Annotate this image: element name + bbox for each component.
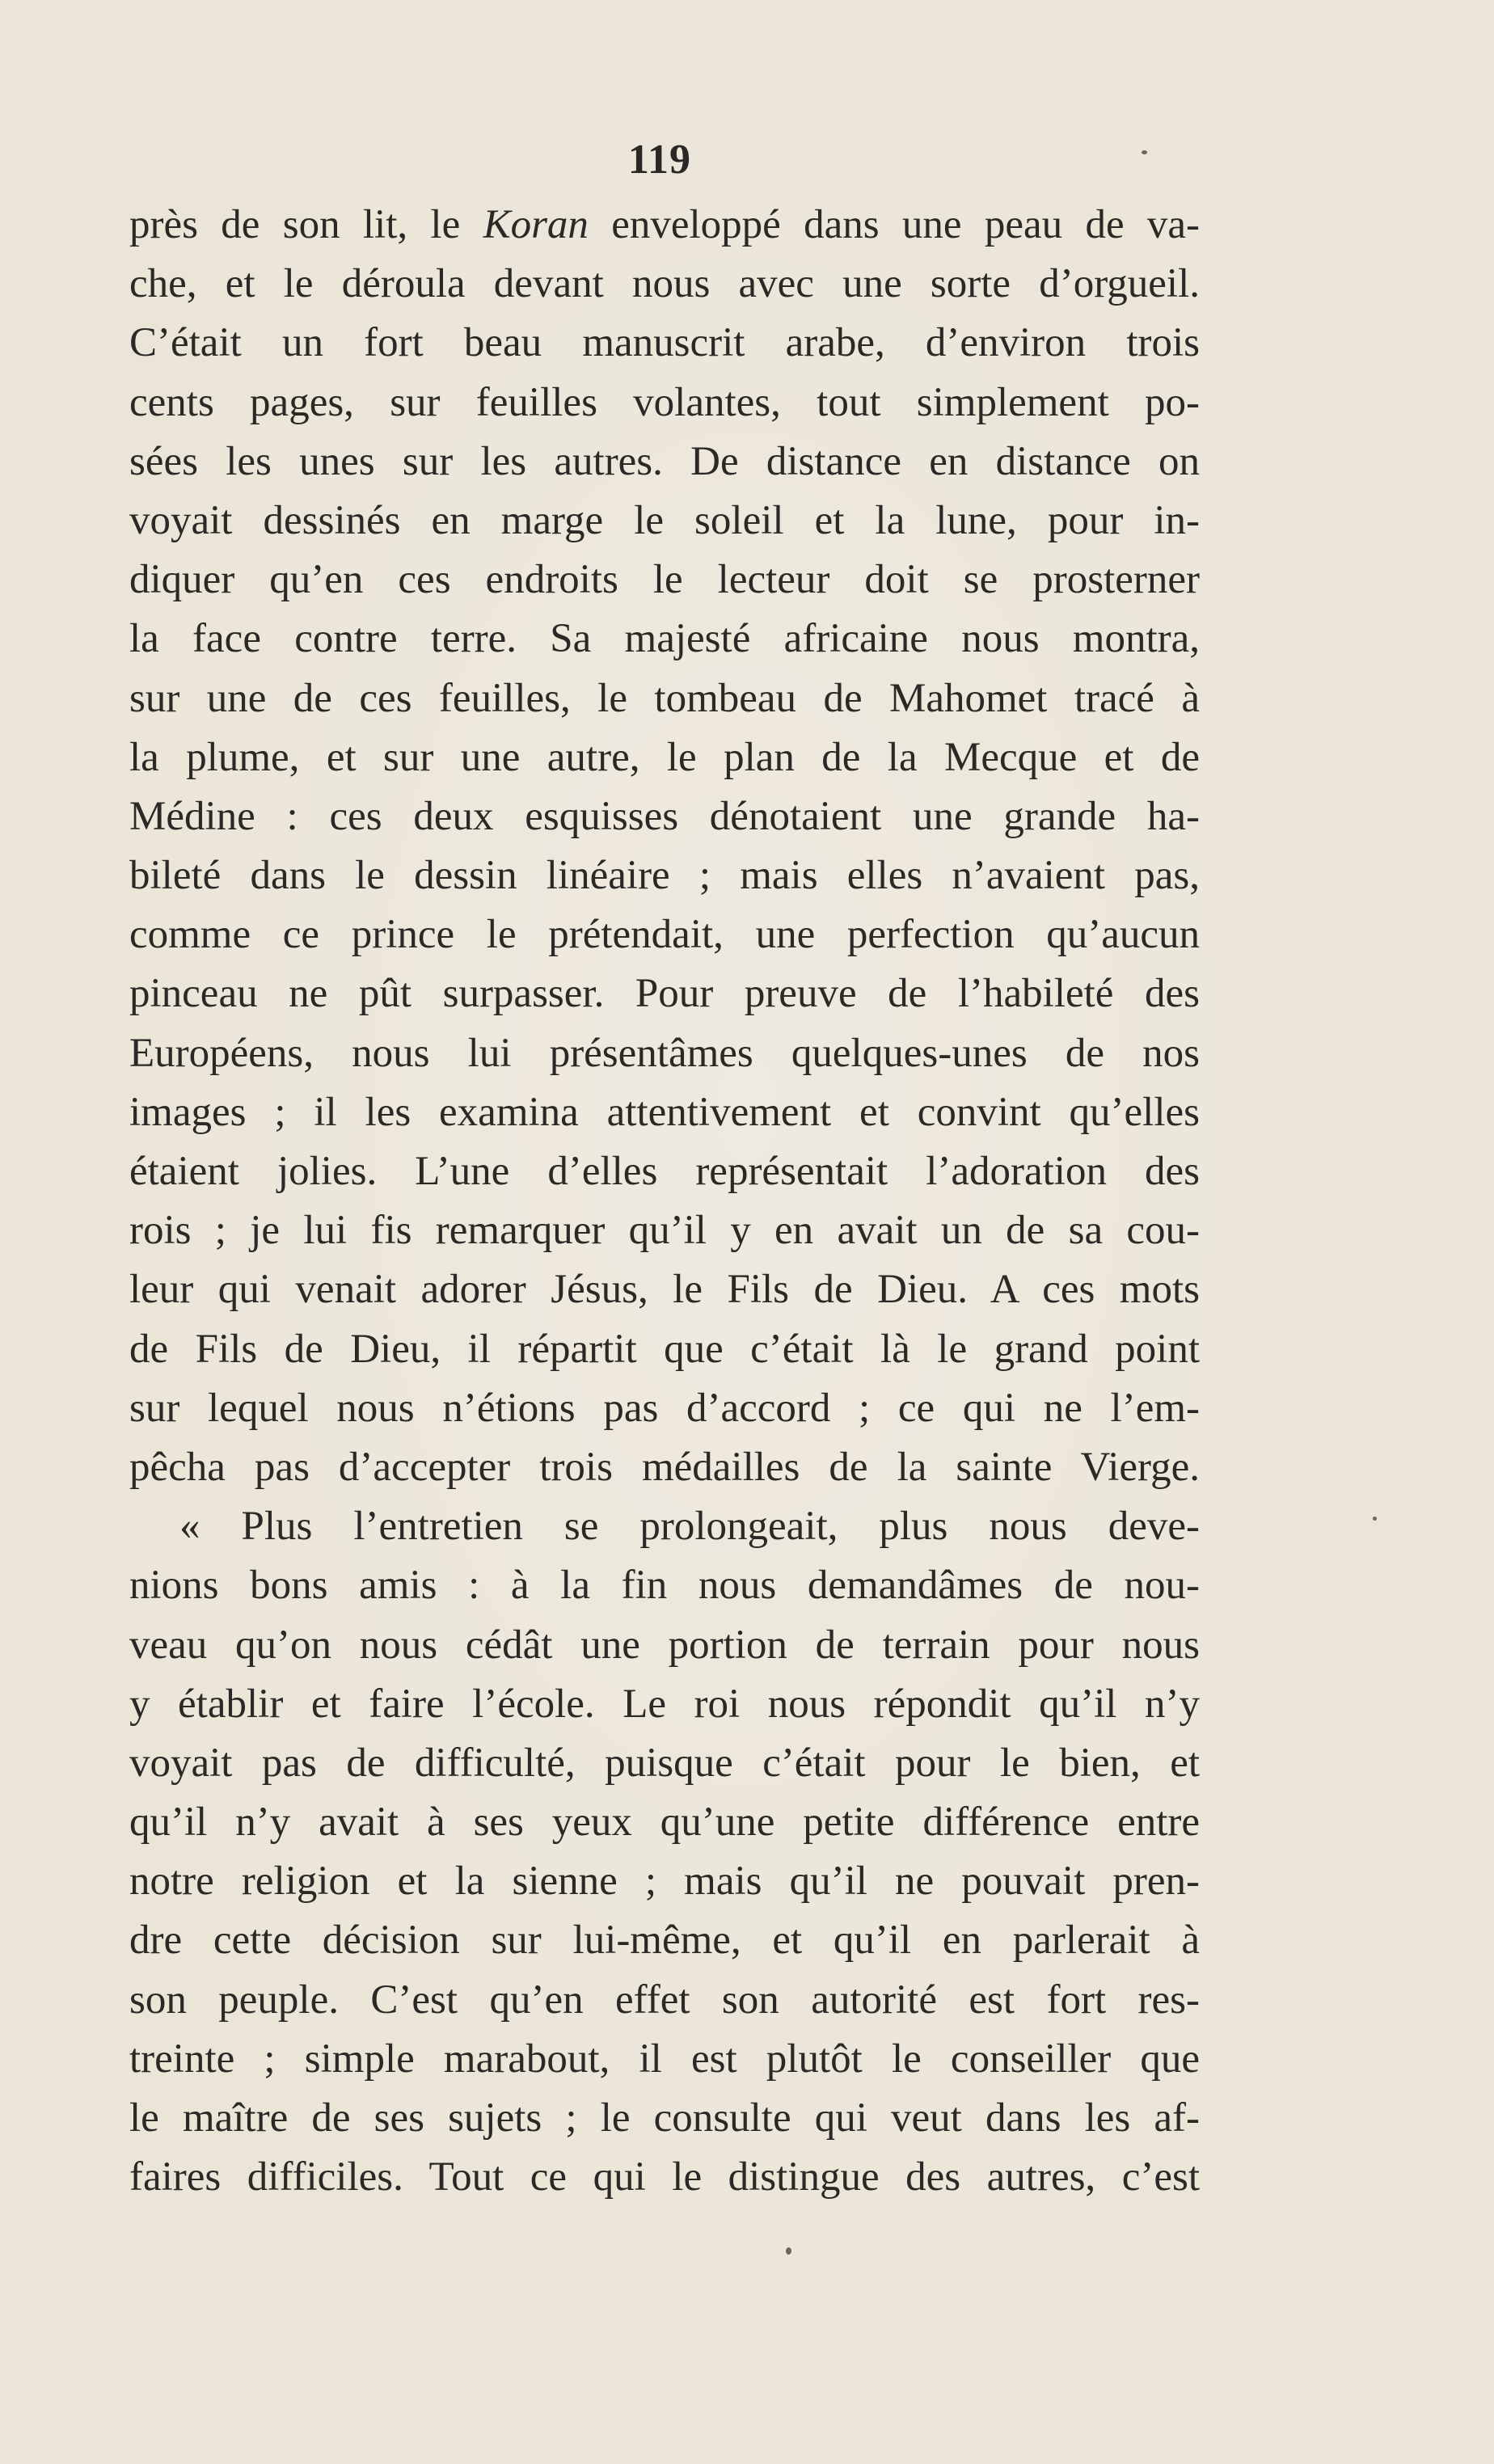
text-line: qu’il n’y avait à ses yeux qu’une petite différence entre <box>129 1799 1200 1846</box>
page-number: 119 <box>627 137 692 183</box>
text-line: sur lequel nous n’étions pas d’accord ; ce qui ne l’em- <box>129 1385 1200 1431</box>
text-line: de Fils de Dieu, il répartit que c’était là le grand point <box>129 1326 1200 1372</box>
ink-speck <box>1142 150 1147 154</box>
text-line: veau qu’on nous cédât une portion de terrain pour nous <box>129 1622 1200 1668</box>
text-line: images ; il les examina attentivement et convint qu’elles <box>129 1089 1200 1135</box>
text-line: C’était un fort beau manuscrit arabe, d’environ trois <box>129 320 1200 366</box>
text-line: le maître de ses sujets ; le consulte qui veut dans les af- <box>129 2095 1200 2141</box>
text-line: treinte ; simple marabout, il est plutôt le conseiller que <box>129 2036 1200 2082</box>
text-line: notre religion et la sienne ; mais qu’il ne pouvait pren- <box>129 1859 1200 1905</box>
body-text <box>129 196 1200 2207</box>
italic-word: Koran <box>483 202 589 247</box>
text-line: diquer qu’en ces endroits le lecteur doit se prosterner <box>129 557 1200 603</box>
text-line: son peuple. C’est qu’en effet son autorité est fort res- <box>129 1977 1200 2023</box>
text-line: bileté dans le dessin linéaire ; mais elles n’avaient pas, <box>129 853 1200 899</box>
ink-speck <box>786 2247 791 2255</box>
text-line: nions bons amis : à la fin nous demandâmes de nou- <box>129 1563 1200 1609</box>
text-line: faires difficiles. Tout ce qui le distingue des autres, c’est <box>129 2154 1200 2200</box>
text-line: sées les unes sur les autres. De distance en distance on <box>129 438 1200 484</box>
ink-speck <box>1373 1517 1377 1521</box>
text-line: pêcha pas d’accepter trois médailles de la sainte Vierge. <box>129 1444 1200 1490</box>
text-line: che, et le déroula devant nous avec une sorte d’orgueil. <box>129 261 1200 307</box>
text-line: la face contre terre. Sa majesté africaine nous montra, <box>129 616 1200 662</box>
text-line: sur une de ces feuilles, le tombeau de Mahomet tracé à <box>129 675 1200 721</box>
text-line: près de son lit, le Koran enveloppé dans une peau de va- <box>129 202 1201 247</box>
text-line: pinceau ne pût surpasser. Pour preuve de l’habileté des <box>129 971 1200 1017</box>
text-line: Médine : ces deux esquisses dénotaient une grande ha- <box>129 793 1200 839</box>
text-line: voyait dessinés en marge le soleil et la lune, pour in- <box>129 497 1200 543</box>
text-line: y établir et faire l’école. Le roi nous répondit qu’il n’y <box>129 1681 1200 1727</box>
text-line: rois ; je lui fis remarquer qu’il y en avait un de sa cou- <box>129 1208 1200 1254</box>
text-line: voyait pas de difficulté, puisque c’était pour le bien, et <box>129 1740 1200 1786</box>
text-line: leur qui venait adorer Jésus, le Fils de Dieu. A ces mots <box>129 1267 1200 1313</box>
text-line: comme ce prince le prétendait, une perfection qu’aucun <box>129 912 1200 958</box>
text-line: étaient jolies. L’une d’elles représentait l’adoration des <box>129 1149 1200 1194</box>
text-line: « Plus l’entretien se prolongeait, plus nous deve- <box>179 1504 1200 1550</box>
text-line: Européens, nous lui présentâmes quelques-unes de nos <box>129 1030 1200 1076</box>
text-line: la plume, et sur une autre, le plan de la Mecque et de <box>129 734 1200 780</box>
text-line: dre cette décision sur lui-même, et qu’il en parlerait à <box>129 1918 1200 1964</box>
text-line: cents pages, sur feuilles volantes, tout simplement po- <box>129 379 1200 425</box>
